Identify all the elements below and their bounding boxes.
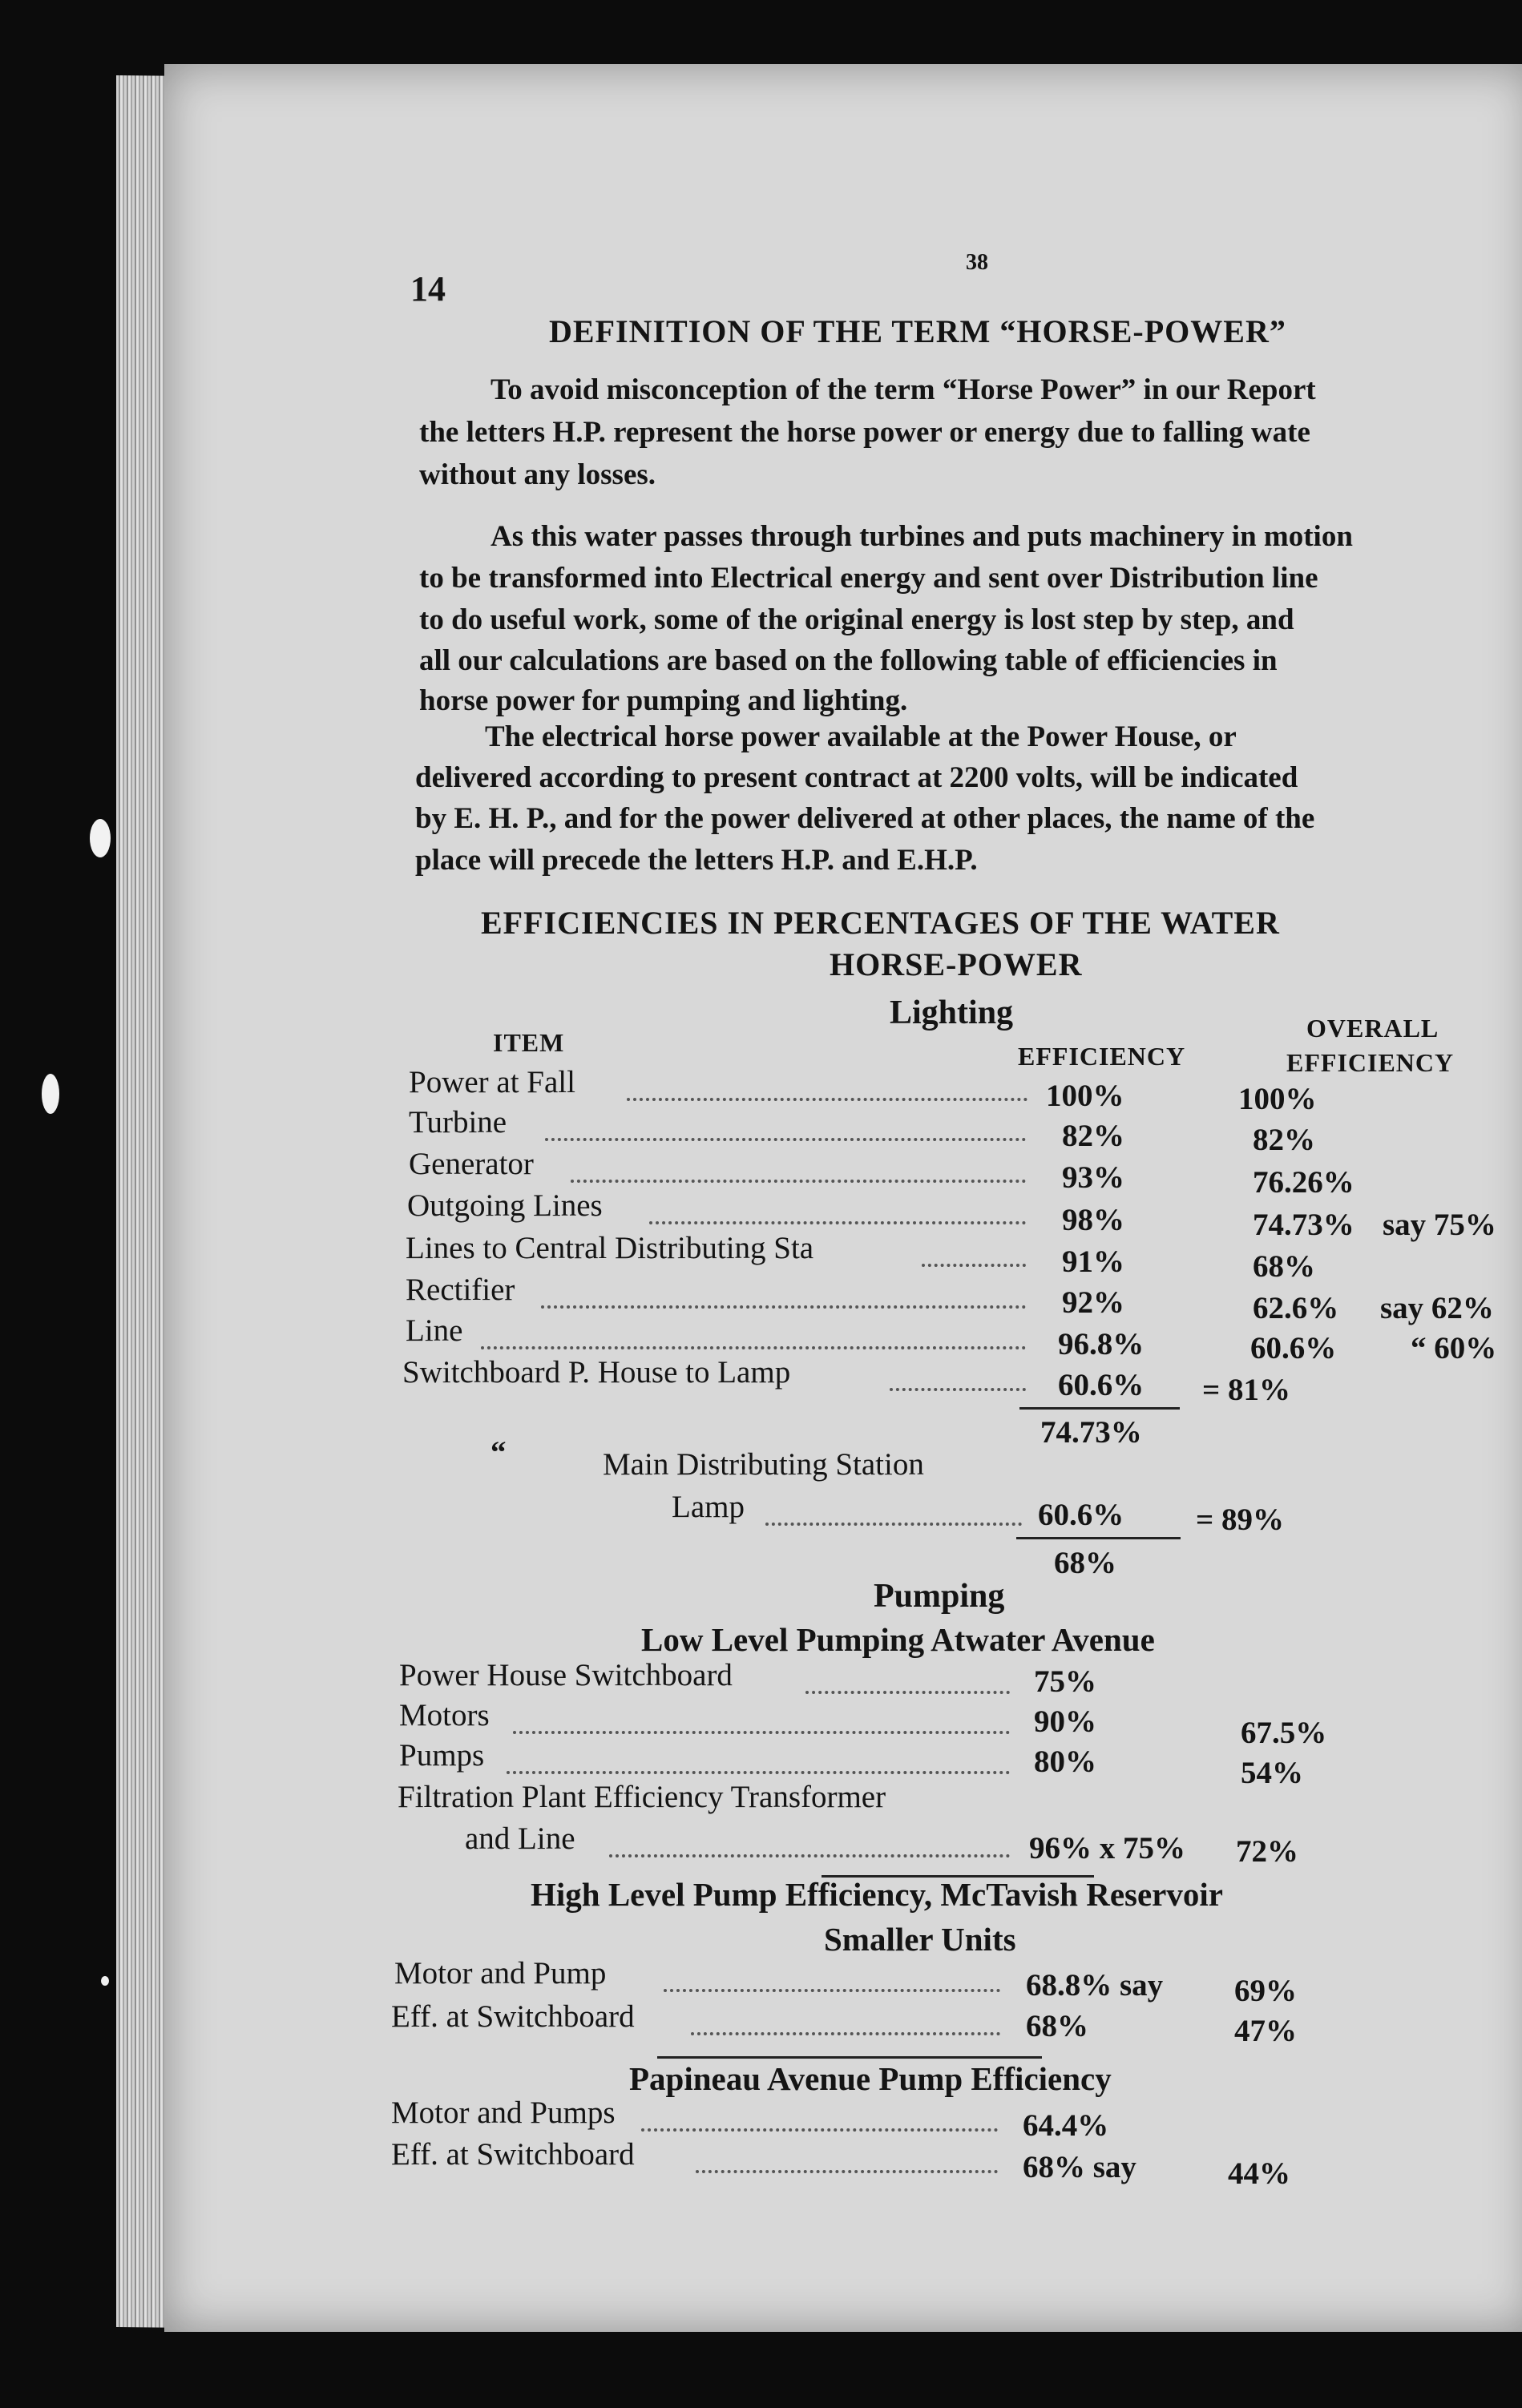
leader-dots [507, 1771, 1010, 1774]
leader-dots [641, 2128, 998, 2132]
high-row-2-overall: 47% [1234, 2014, 1297, 2048]
main-distributing-station: Main Distributing Station [603, 1447, 924, 1482]
lighting-row-3-overall: 76.26% [1253, 1165, 1354, 1200]
leader-dots [541, 1305, 1026, 1309]
intro-line-3: without any losses. [419, 458, 656, 491]
leader-dots [513, 1731, 1010, 1734]
para2-line-1: As this water passes through turbines and puts machinery in motion [491, 520, 1353, 553]
para3-line-1: The electrical horse power available at the Power House, or [485, 720, 1237, 753]
low-row-2-overall: 67.5% [1241, 1716, 1327, 1750]
ditto-mark: “ [491, 1435, 507, 1470]
lighting-row-6-overall: 62.6% [1253, 1291, 1339, 1325]
papineau-heading: Papineau Avenue Pump Efficiency [629, 2060, 1112, 2097]
lighting-row-3-eff: 93% [1062, 1160, 1124, 1195]
lighting-row-4-note: say 75% [1383, 1208, 1496, 1242]
lighting-row-1-overall: 100% [1238, 1082, 1317, 1116]
para2-line-3: to do useful work, some of the original energy is lost step by step, and [419, 603, 1294, 636]
leader-dots [571, 1180, 1026, 1183]
low-row-3-overall: 54% [1241, 1756, 1303, 1790]
scan-speck [101, 1976, 109, 1986]
leader-dots [627, 1098, 1027, 1101]
page-number-center: 38 [966, 250, 988, 275]
leader-dots [664, 1989, 1000, 1992]
leader-dots [890, 1388, 1026, 1391]
section-rule [657, 2056, 1042, 2059]
lighting-row-3-item: Generator [409, 1147, 534, 1181]
page-number-left: 14 [410, 269, 446, 309]
leader-dots [696, 2170, 998, 2173]
leader-dots [481, 1346, 1026, 1349]
column-overall-2: EFFICIENCY [1286, 1048, 1455, 1077]
high-row-2-eff: 68% [1026, 2009, 1088, 2043]
low-row-2-eff: 90% [1034, 1704, 1096, 1739]
intro-line-1: To avoid misconception of the term “Horse Power” in our Report [491, 373, 1316, 406]
scan-speck [90, 819, 111, 857]
para2-line-4: all our calculations are based on the following table of efficiencies in [419, 644, 1278, 677]
leader-dots [765, 1523, 1022, 1526]
column-item: ITEM [493, 1028, 565, 1057]
lighting-row-1-item: Power at Fall [409, 1065, 575, 1099]
lighting-row-7-eff: 96.8% [1058, 1327, 1145, 1361]
leader-dots [545, 1138, 1026, 1141]
para3-line-3: by E. H. P., and for the power delivered at other places, the name of the [415, 802, 1315, 835]
table-heading-2: HORSE-POWER [830, 946, 1083, 982]
filtration-line-2: and Line [465, 1821, 575, 1856]
low-row-2-item: Motors [399, 1698, 490, 1732]
high-level-heading-1: High Level Pump Efficiency, McTavish Reservoir [531, 1876, 1223, 1913]
lighting-row-7-note: “ 60% [1411, 1331, 1497, 1365]
leader-dots [649, 1221, 1026, 1224]
pap-row-1-eff: 64.4% [1023, 2108, 1109, 2143]
sum-rule [1019, 1407, 1180, 1410]
para3-line-4: place will precede the letters H.P. and E.H.P. [415, 844, 978, 877]
lighting-heading: Lighting [890, 994, 1014, 1031]
column-overall-1: OVERALL [1306, 1014, 1439, 1043]
sum-rule [1016, 1537, 1181, 1539]
filtration-overall: 72% [1236, 1834, 1298, 1869]
leader-dots [805, 1691, 1010, 1694]
lighting-row-2-overall: 82% [1253, 1123, 1315, 1157]
lighting-row-4-item: Outgoing Lines [407, 1188, 603, 1223]
lighting-row-6-item: Rectifier [406, 1273, 515, 1307]
para3-line-2: delivered according to present contract at 2200 volts, will be indicated [415, 761, 1298, 794]
intro-line-2: the letters H.P. represent the horse power or energy due to falling wate [419, 416, 1310, 449]
lighting-row-1-eff: 100% [1046, 1079, 1124, 1113]
main-distributing-result: = 89% [1196, 1502, 1284, 1537]
lighting-row-5-item: Lines to Central Distributing Sta [406, 1231, 814, 1265]
column-efficiency: EFFICIENCY [1018, 1042, 1186, 1071]
pumping-heading: Pumping [874, 1578, 1005, 1615]
main-distributing-lamp: Lamp [672, 1490, 745, 1524]
pap-row-2-item: Eff. at Switchboard [391, 2137, 635, 2172]
high-row-1-overall: 69% [1234, 1974, 1297, 2008]
low-row-3-eff: 80% [1034, 1744, 1096, 1779]
para2-line-2: to be transformed into Electrical energy and sent over Distribution line [419, 562, 1318, 595]
lighting-row-5-overall: 68% [1253, 1249, 1315, 1284]
low-row-1-item: Power House Switchboard [399, 1658, 733, 1692]
filtration-line-1: Filtration Plant Efficiency Transformer [398, 1780, 886, 1814]
page-title: DEFINITION OF THE TERM “HORSE-POWER” [549, 313, 1286, 349]
high-row-2-item: Eff. at Switchboard [391, 1999, 635, 2034]
high-level-heading-2: Smaller Units [824, 1921, 1016, 1958]
lighting-row-7-item: Line [406, 1313, 463, 1348]
leader-dots [922, 1264, 1026, 1267]
lighting-row-4-overall: 74.73% [1253, 1208, 1354, 1242]
lighting-row-4-eff: 98% [1062, 1203, 1124, 1237]
lighting-row-2-item: Turbine [409, 1105, 507, 1139]
high-row-1-item: Motor and Pump [394, 1956, 607, 1991]
pap-row-2-overall: 44% [1228, 2156, 1290, 2191]
table-heading-1: EFFICIENCIES IN PERCENTAGES OF THE WATER [481, 905, 1280, 941]
high-row-1-eff: 68.8% say [1026, 1968, 1164, 2003]
main-distributing-eff: 60.6% [1038, 1498, 1124, 1532]
lighting-row-5-eff: 91% [1062, 1244, 1124, 1279]
lighting-row-8-overall: = 81% [1202, 1373, 1290, 1407]
para2-line-5: horse power for pumping and lighting. [419, 684, 908, 717]
lighting-row-8-item: Switchboard P. House to Lamp [402, 1355, 791, 1390]
lighting-row-7-overall: 60.6% [1250, 1331, 1337, 1365]
lighting-row-2-eff: 82% [1062, 1119, 1124, 1153]
low-level-heading: Low Level Pumping Atwater Avenue [641, 1621, 1155, 1658]
leader-dots [691, 2032, 1000, 2035]
subtotal-1: 74.73% [1040, 1415, 1142, 1450]
pap-row-2-eff: 68% say [1023, 2150, 1136, 2184]
scan-speck [42, 1074, 59, 1114]
filtration-eff: 96% x 75% [1029, 1831, 1185, 1865]
leader-dots [609, 1854, 1010, 1857]
subtotal-2: 68% [1054, 1546, 1116, 1580]
pap-row-1-item: Motor and Pumps [391, 2095, 616, 2130]
lighting-row-6-note: say 62% [1380, 1291, 1494, 1325]
low-row-1-eff: 75% [1034, 1664, 1096, 1699]
lighting-row-8-eff: 60.6% [1058, 1368, 1145, 1402]
lighting-row-6-eff: 92% [1062, 1285, 1124, 1320]
low-row-3-item: Pumps [399, 1738, 485, 1773]
